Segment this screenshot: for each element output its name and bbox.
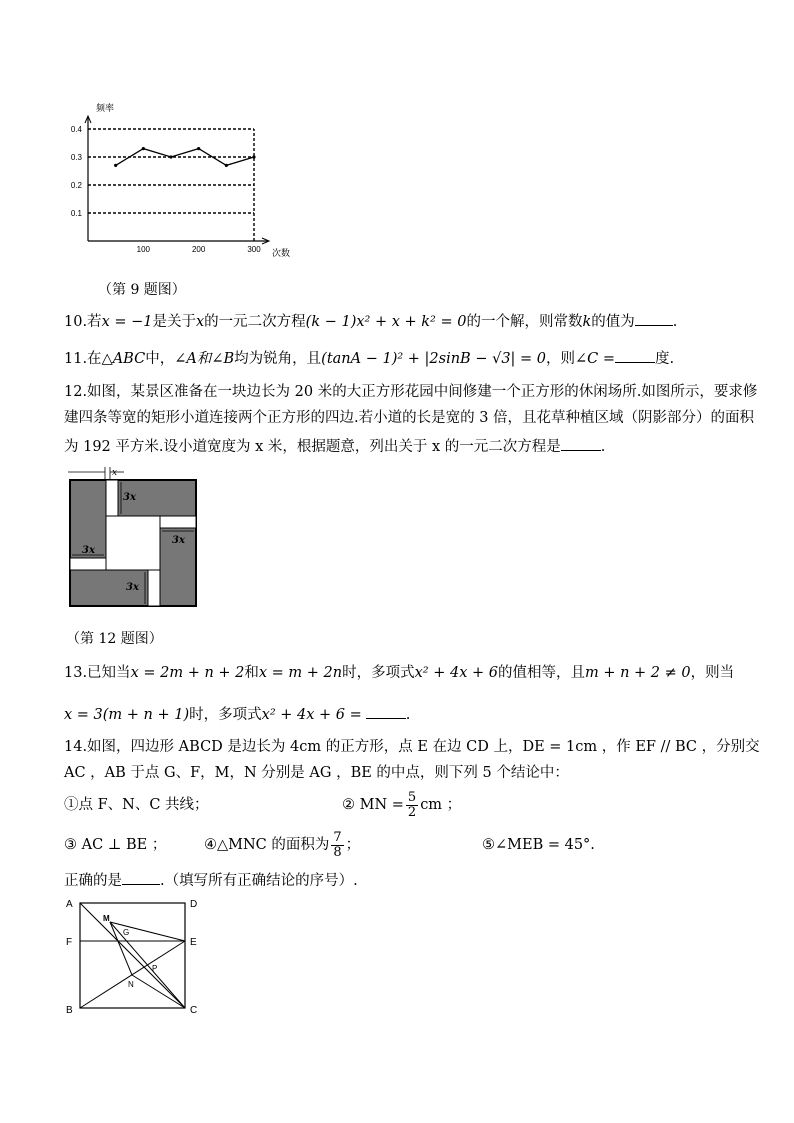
question-14-line-2: AC ，AB 于点 G、F，M，N 分别是 AG ，BE 的中点，则下列 5 个结论中： <box>64 765 569 781</box>
x-axis-label: 次数 <box>272 248 291 258</box>
question-14-answer: 正确的是 .（填写所有正确结论的序号）. <box>64 869 358 891</box>
conclusion-2: ② MN = $\frac{5}{2}$ cm ； <box>342 789 462 820</box>
y-axis-label: 频率 <box>96 103 115 113</box>
conclusion-5: ⑤∠MEB = 45°. <box>482 837 595 853</box>
point-m: M <box>103 914 110 923</box>
label-3x-right: 3x <box>172 535 185 546</box>
point-b: B <box>66 1005 73 1016</box>
x-tick-label-300: 300 <box>247 245 261 254</box>
square-geometry-figure <box>62 895 212 1020</box>
data-point-150 <box>169 155 172 158</box>
point-a: A <box>66 899 73 910</box>
path-bottom <box>148 570 160 606</box>
frequency-chart <box>60 98 305 263</box>
point-c: C <box>190 1005 198 1016</box>
y-tick-label-0.1: 0.1 <box>70 209 82 218</box>
conclusion-1: ①点 F、N、C 共线； <box>64 797 209 813</box>
label-3x-left: 3x <box>82 545 95 556</box>
chart-gridlines <box>88 129 254 241</box>
point-f: F <box>66 937 73 948</box>
data-point-300 <box>252 155 255 158</box>
label-x-top: x <box>112 468 118 478</box>
data-point-50 <box>114 164 117 167</box>
question-11: 11.在△ABC中，∠A和∠B均为锐角，且(tanA − 1)² + |2sinB − √3| = 0，则∠C = 度. <box>64 347 674 369</box>
point-e: E <box>190 937 197 948</box>
data-point-200 <box>197 147 200 150</box>
figure-12-caption: （第 12 题图） <box>66 631 163 647</box>
answer-blank-13[interactable] <box>366 703 406 719</box>
label-3x-top: 3x <box>123 492 136 503</box>
point-g: G <box>123 928 130 937</box>
inner-square <box>106 516 160 570</box>
point-n: N <box>128 980 134 989</box>
y-tick-label-0.3: 0.3 <box>70 153 82 162</box>
answer-blank-12[interactable] <box>561 435 601 451</box>
answer-blank-14[interactable] <box>122 869 160 885</box>
question-13-line-1: 13.已知当x = 2m + n + 2和x = m + 2n时，多项式x² + 4x + 6的值相等，且m + n + 2 ≠ 0，则当 <box>64 665 735 681</box>
question-13-line-2: x = 3(m + n + 1)时，多项式x² + 4x + 6 = . <box>64 703 410 725</box>
question-10: 10.若x = −1是关于x的一元二次方程(k − 1)x² + x + k² = 0的一个解，则常数k的值为 . <box>64 310 677 332</box>
chart-tick-labels <box>71 125 261 254</box>
garden-figure <box>68 465 200 608</box>
x-tick-label-200: 200 <box>191 245 206 254</box>
y-tick-label-0.4: 0.4 <box>70 125 82 134</box>
path-left <box>70 558 106 570</box>
fraction-5-2: $\frac{5}{2}$ <box>407 789 417 820</box>
x-tick-label-100: 100 <box>136 245 151 254</box>
figure-9-caption: （第 9 题图） <box>98 282 186 298</box>
y-tick-label-0.2: 0.2 <box>70 181 82 190</box>
question-12-line-2: 建四条等宽的矩形小道连接两个正方形的四边.若小道的长是宽的 3 倍，且花草种植区域（阴影部分）的面积 <box>64 410 755 426</box>
question-14-line-1: 14.如图，四边形 ABCD 是边长为 4cm 的正方形，点 E 在边 CD 上，DE = 1cm ，作 EF // BC ，分别交 <box>64 739 760 755</box>
conclusion-4: ④△MNC 的面积为 $\frac{7}{8}$ ； <box>204 829 361 860</box>
data-point-100 <box>142 147 145 150</box>
question-12-line-3: 为 192 平方米.设小道宽度为 x 米，根据题意，列出关于 x 的一元二次方程是 . <box>64 435 605 457</box>
path-top <box>106 480 118 516</box>
answer-blank-11[interactable] <box>615 347 655 363</box>
point-d: D <box>190 899 198 910</box>
conclusion-3: ③ AC ⊥ BE ； <box>64 837 167 853</box>
data-point-250 <box>225 164 228 167</box>
label-3x-bottom: 3x <box>126 582 139 593</box>
path-right <box>160 516 196 528</box>
point-p: P <box>152 964 158 973</box>
chart-axes <box>85 116 269 244</box>
answer-blank-10[interactable] <box>635 310 673 326</box>
fraction-7-8: $\frac{7}{8}$ <box>333 829 342 860</box>
question-12-line-1: 12.如图，某景区准备在一块边长为 20 米的大正方形花园中间修建一个正方形的休闲场所.如图所示，要求修 <box>64 384 758 400</box>
